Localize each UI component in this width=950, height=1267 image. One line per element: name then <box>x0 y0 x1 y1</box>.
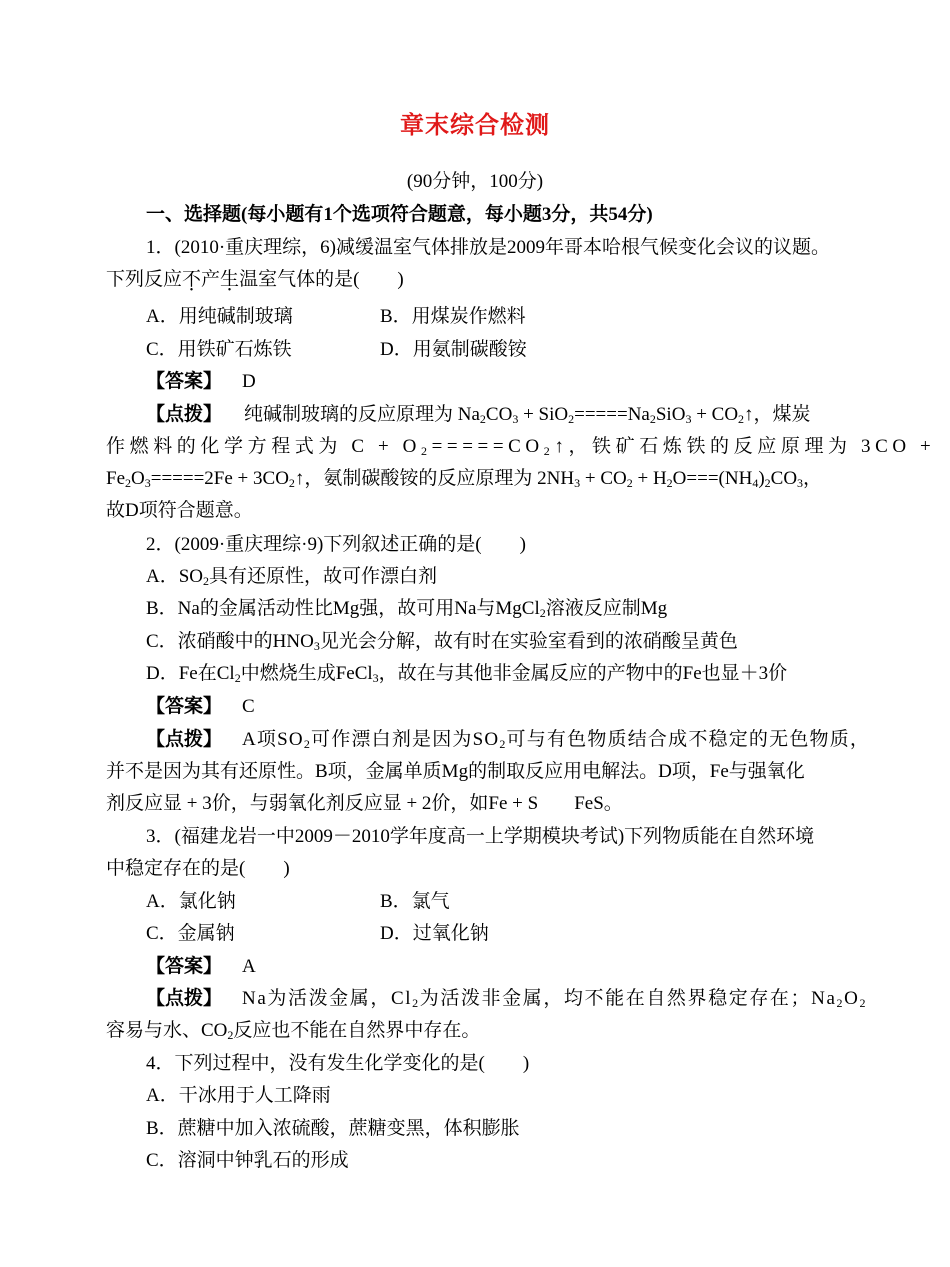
q2-option-c: C．浓硝酸中的$HNO_3$见光会分解，故有时在实验室看到的浓硝酸呈黄色 <box>146 631 738 653</box>
q1-tip-line4: 故D项符合题意。 <box>106 500 253 521</box>
answer-label: 【答案】 <box>146 696 223 717</box>
q1-options-row1 <box>146 305 850 329</box>
q2-option-d: D．Fe在$Cl_2$中燃烧生成FeCl$_3$，故在与其他非金属反应的产物中的Fe也显＋3价 <box>146 663 788 685</box>
q3-options-row2 <box>146 922 850 946</box>
emphasis-dot: 生 <box>220 269 240 290</box>
q3-options-row1 <box>146 890 850 914</box>
q3-stem-line2: 中稳定存在的是( ) <box>106 858 290 879</box>
q3-stem-line1: 3．(福建龙岩一中2009－2010学年度高一上学期模块考试)下列物质能在自然环境 <box>146 826 815 847</box>
answer-label: 【答案】 <box>146 956 223 977</box>
page-title: 章末综合检测 <box>400 111 550 139</box>
tip-label: 【点拨】 <box>146 988 223 1009</box>
answer-value: C <box>242 696 255 717</box>
q4-option-b: B．蔗糖中加入浓硫酸，蔗糖变黑，体积膨胀 <box>146 1118 520 1139</box>
q3-option-b: B．氯气 <box>380 891 450 912</box>
q2-stem: 2．(2009·重庆理综·9)下列叙述正确的是( ) <box>146 534 526 555</box>
q1-option-d: D．用氨制碳酸铵 <box>380 339 527 360</box>
q1-options-row2 <box>146 338 850 362</box>
section-header: 一、选择题(每小题有1个选项符合题意，每小题3分，共54分) <box>146 204 653 225</box>
q2-tip-line3: 剂反应显 + 3价，与弱氧化剂反应显 + 2价，如Fe + S FeS。 <box>106 793 623 814</box>
emphasis-dot: 不 <box>182 269 202 290</box>
q2-tip-line2: 并不是因为其有还原性。B项，金属单质Mg的制取反应用电解法。D项，Fe与强氧化 <box>106 761 805 782</box>
answer-value: D <box>242 371 256 392</box>
q2-option-a: A．$SO_2$具有还原性，故可作漂白剂 <box>146 566 438 588</box>
q1-answer <box>146 370 850 394</box>
tip-label: 【点拨】 <box>146 404 223 425</box>
q1-tip-line2: 作燃料的化学方程式为 $C + O_2=====CO_2↑$，铁矿石炼铁的反应原理为 3CO + <box>106 436 936 458</box>
q2-option-b: B．Na的金属活动性比Mg强，故可用Na与MgCl$_2$溶液反应制Mg <box>146 598 668 620</box>
q1-tip-line3: $Fe_2O_3=====2Fe$ + $3CO_2↑$，氨制碳酸铵的反应原理为 $2NH_3 + CO_2 + H_2O===(NH_4)_2CO_3$， <box>106 468 823 490</box>
answer-value: A <box>242 956 256 977</box>
q2-answer <box>146 695 850 719</box>
q3-tip-line2: 容易与水、$CO_2$反应也不能在自然界中存在。 <box>106 1020 481 1042</box>
q4-option-c: C．溶洞中钟乳石的形成 <box>146 1150 349 1171</box>
q3-option-a: A．氯化钠 <box>146 891 236 912</box>
q3-tip-line1: 【点拨】 Na为活泼金属，$Cl_2$为活泼非金属，均不能在自然界稳定存在；$Na_2O_2$ <box>146 988 868 1010</box>
q3-option-c: C．金属钠 <box>146 923 235 944</box>
q1-option-c: C．用铁矿石炼铁 <box>146 339 292 360</box>
q1-tip-line1: 【点拨】 纯碱制玻璃的反应原理为 $Na_2CO_3 + SiO_2=====Na_2SiO_3$ + $CO_2↑$，煤炭 <box>146 404 811 426</box>
q1-option-b: B．用煤炭作燃料 <box>380 306 526 327</box>
answer-label: 【答案】 <box>146 371 223 392</box>
tip-label: 【点拨】 <box>146 729 223 750</box>
q1-option-a: A．用纯碱制玻璃 <box>146 306 293 327</box>
subtitle: (90分钟，100分) <box>406 171 544 192</box>
q1-stem-line2: 下列反应不产生温室气体的是( ) <box>106 269 404 290</box>
q3-option-d: D．过氧化钠 <box>380 923 489 944</box>
q1-stem-line1: 1．(2010·重庆理综，6)减缓温室气体排放是2009年哥本哈根气候变化会议的议题。 <box>146 237 830 258</box>
q3-answer <box>146 955 850 979</box>
q4-stem: 4．下列过程中，没有发生化学变化的是( ) <box>146 1053 530 1074</box>
q2-tip-line1: 【点拨】 A项$SO_2$可作漂白剂是因为$SO_2$可与有色物质结合成不稳定的无色物质， <box>146 729 871 751</box>
q4-option-a: A．干冰用于人工降雨 <box>146 1085 331 1106</box>
